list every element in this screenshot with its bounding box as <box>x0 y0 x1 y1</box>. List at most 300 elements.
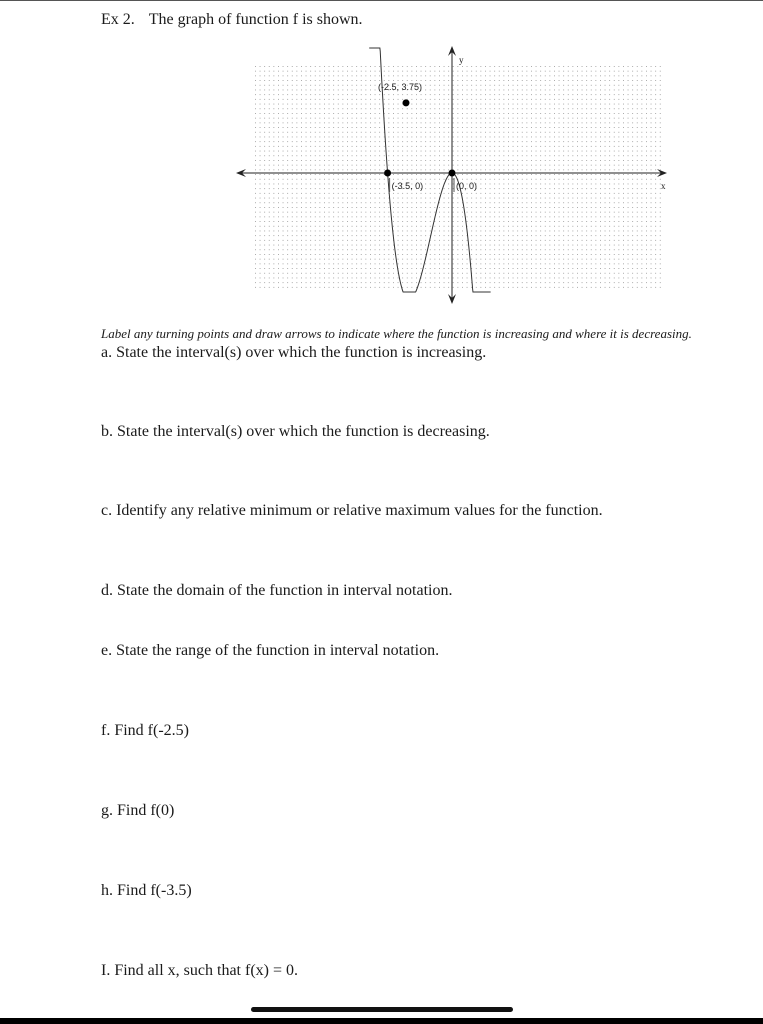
grid-dot <box>278 118 279 119</box>
grid-dot <box>439 216 440 217</box>
grid-dot <box>361 169 362 170</box>
grid-dot <box>306 141 307 142</box>
grid-dot <box>416 235 417 236</box>
grid-dot <box>273 90 274 91</box>
grid-dot <box>614 169 615 170</box>
grid-dot <box>444 245 445 246</box>
grid-dot <box>434 226 435 227</box>
grid-dot <box>269 263 270 264</box>
grid-dot <box>549 165 550 166</box>
grid-dot <box>402 94 403 95</box>
grid-dot <box>531 104 532 105</box>
grid-dot <box>467 169 468 170</box>
grid-dot <box>273 75 274 76</box>
grid-dot <box>563 151 564 152</box>
grid-dot <box>595 268 596 269</box>
grid-dot <box>370 155 371 156</box>
grid-dot <box>646 282 647 283</box>
grid-dot <box>319 193 320 194</box>
grid-dot <box>480 141 481 142</box>
grid-dot <box>333 174 334 175</box>
question-a: a. State the interval(s) over which the function is increasing. <box>101 344 487 361</box>
grid-dot <box>531 268 532 269</box>
grid-dot <box>453 118 454 119</box>
grid-dot <box>554 118 555 119</box>
grid-dot <box>508 127 509 128</box>
grid-dot <box>508 75 509 76</box>
grid-dot <box>591 226 592 227</box>
grid-dot <box>559 141 560 142</box>
grid-dot <box>641 198 642 199</box>
grid-dot <box>618 146 619 147</box>
grid-dot <box>356 235 357 236</box>
grid-dot <box>273 179 274 180</box>
grid-dot <box>623 202 624 203</box>
grid-dot <box>356 207 357 208</box>
grid-dot <box>306 216 307 217</box>
grid-dot <box>508 240 509 241</box>
grid-dot <box>508 198 509 199</box>
grid-dot <box>356 155 357 156</box>
grid-dot <box>485 202 486 203</box>
grid-dot <box>646 207 647 208</box>
grid-dot <box>448 179 449 180</box>
grid-dot <box>310 137 311 138</box>
grid-dot <box>333 240 334 241</box>
grid-dot <box>393 278 394 279</box>
grid-dot <box>485 287 486 288</box>
grid-dot <box>329 202 330 203</box>
grid-dot <box>333 90 334 91</box>
grid-dot <box>379 193 380 194</box>
grid-dot <box>600 155 601 156</box>
grid-dot <box>609 188 610 189</box>
grid-dot <box>513 80 514 81</box>
grid-dot <box>582 278 583 279</box>
grid-dot <box>448 226 449 227</box>
grid-dot <box>315 104 316 105</box>
grid-dot <box>646 174 647 175</box>
grid-dot <box>425 188 426 189</box>
grid-dot <box>554 160 555 161</box>
grid-dot <box>260 221 261 222</box>
grid-dot <box>651 174 652 175</box>
grid-dot <box>407 198 408 199</box>
grid-dot <box>361 287 362 288</box>
grid-dot <box>402 263 403 264</box>
grid-dot <box>292 66 293 67</box>
grid-dot <box>301 202 302 203</box>
grid-dot <box>430 254 431 255</box>
grid-dot <box>324 202 325 203</box>
grid-dot <box>641 202 642 203</box>
grid-dot <box>273 113 274 114</box>
grid-dot <box>618 235 619 236</box>
grid-dot <box>439 184 440 185</box>
grid-dot <box>370 137 371 138</box>
grid-dot <box>545 141 546 142</box>
grid-dot <box>260 263 261 264</box>
grid-dot <box>641 104 642 105</box>
grid-dot <box>375 127 376 128</box>
grid-dot <box>375 90 376 91</box>
grid-dot <box>384 202 385 203</box>
grid-dot <box>448 245 449 246</box>
grid-dot <box>398 282 399 283</box>
grid-dot <box>444 254 445 255</box>
grid-dot <box>531 202 532 203</box>
grid-dot <box>448 71 449 72</box>
grid-dot <box>586 188 587 189</box>
grid-dot <box>375 179 376 180</box>
grid-dot <box>591 118 592 119</box>
grid-dot <box>260 99 261 100</box>
grid-dot <box>609 122 610 123</box>
grid-dot <box>614 268 615 269</box>
grid-dot <box>356 263 357 264</box>
grid-dot <box>384 249 385 250</box>
grid-dot <box>352 99 353 100</box>
grid-dot <box>324 179 325 180</box>
grid-dot <box>439 80 440 81</box>
grid-dot <box>269 174 270 175</box>
grid-dot <box>448 263 449 264</box>
grid-dot <box>513 132 514 133</box>
grid-dot <box>605 85 606 86</box>
grid-dot <box>503 108 504 109</box>
grid-dot <box>283 127 284 128</box>
grid-dot <box>499 71 500 72</box>
grid-dot <box>416 212 417 213</box>
grid-dot <box>545 221 546 222</box>
grid-dot <box>582 160 583 161</box>
grid-dot <box>605 165 606 166</box>
grid-dot <box>549 137 550 138</box>
grid-dot <box>646 245 647 246</box>
grid-dot <box>600 263 601 264</box>
grid-dot <box>595 169 596 170</box>
grid-dot <box>480 71 481 72</box>
grid-dot <box>287 141 288 142</box>
grid-dot <box>554 141 555 142</box>
grid-dot <box>651 202 652 203</box>
grid-dot <box>260 108 261 109</box>
grid-dot <box>614 249 615 250</box>
grid-dot <box>651 282 652 283</box>
grid-dot <box>356 66 357 67</box>
grid-dot <box>572 127 573 128</box>
grid-dot <box>655 254 656 255</box>
grid-dot <box>517 226 518 227</box>
grid-dot <box>292 137 293 138</box>
grid-dot <box>559 118 560 119</box>
grid-dot <box>623 160 624 161</box>
grid-dot <box>614 188 615 189</box>
grid-dot <box>430 137 431 138</box>
grid-dot <box>356 165 357 166</box>
grid-dot <box>315 174 316 175</box>
grid-dot <box>595 90 596 91</box>
grid-dot <box>310 249 311 250</box>
grid-dot <box>375 169 376 170</box>
grid-dot <box>646 179 647 180</box>
grid-dot <box>278 71 279 72</box>
grid-dot <box>402 240 403 241</box>
grid-dot <box>278 127 279 128</box>
grid-dot <box>342 90 343 91</box>
grid-dot <box>278 273 279 274</box>
grid-dot <box>273 151 274 152</box>
grid-dot <box>646 169 647 170</box>
grid-dot <box>398 207 399 208</box>
grid-dot <box>352 66 353 67</box>
grid-dot <box>425 221 426 222</box>
grid-dot <box>655 221 656 222</box>
grid-dot <box>296 160 297 161</box>
grid-dot <box>310 94 311 95</box>
grid-dot <box>586 137 587 138</box>
grid-dot <box>315 85 316 86</box>
grid-dot <box>260 118 261 119</box>
grid-dot <box>508 259 509 260</box>
grid-dot <box>260 282 261 283</box>
grid-dot <box>388 132 389 133</box>
grid-dot <box>379 132 380 133</box>
grid-dot <box>632 104 633 105</box>
grid-dot <box>632 249 633 250</box>
grid-dot <box>480 202 481 203</box>
grid-dot <box>370 226 371 227</box>
grid-dot <box>531 75 532 76</box>
grid-dot <box>292 263 293 264</box>
grid-dot <box>301 188 302 189</box>
grid-dot <box>655 127 656 128</box>
grid-dot <box>398 66 399 67</box>
grid-dot <box>296 108 297 109</box>
grid-dot <box>347 155 348 156</box>
grid-dot <box>356 278 357 279</box>
grid-dot <box>329 235 330 236</box>
grid-dot <box>485 188 486 189</box>
grid-dot <box>255 141 256 142</box>
grid-dot <box>595 184 596 185</box>
grid-dot <box>278 254 279 255</box>
grid-dot <box>338 268 339 269</box>
grid-dot <box>586 71 587 72</box>
grid-dot <box>660 287 661 288</box>
grid-dot <box>582 245 583 246</box>
grid-dot <box>572 193 573 194</box>
grid-dot <box>554 151 555 152</box>
grid-dot <box>278 193 279 194</box>
grid-dot <box>421 132 422 133</box>
grid-dot <box>430 71 431 72</box>
grid-dot <box>439 212 440 213</box>
grid-dot <box>453 263 454 264</box>
grid-dot <box>545 137 546 138</box>
grid-dot <box>379 137 380 138</box>
grid-dot <box>637 108 638 109</box>
grid-dot <box>434 137 435 138</box>
grid-dot <box>494 240 495 241</box>
grid-dot <box>301 66 302 67</box>
grid-dot <box>485 198 486 199</box>
grid-dot <box>283 273 284 274</box>
grid-dot <box>444 160 445 161</box>
grid-dot <box>365 155 366 156</box>
grid-dot <box>283 287 284 288</box>
grid-dot <box>329 198 330 199</box>
grid-dot <box>352 231 353 232</box>
grid-dot <box>448 113 449 114</box>
grid-dot <box>260 216 261 217</box>
grid-dot <box>278 99 279 100</box>
grid-dot <box>655 245 656 246</box>
grid-dot <box>273 273 274 274</box>
grid-dot <box>637 179 638 180</box>
grid-dot <box>623 151 624 152</box>
grid-dot <box>347 75 348 76</box>
grid-dot <box>444 137 445 138</box>
grid-dot <box>623 155 624 156</box>
grid-dot <box>605 90 606 91</box>
grid-dot <box>393 263 394 264</box>
grid-dot <box>476 66 477 67</box>
grid-dot <box>517 80 518 81</box>
grid-dot <box>457 151 458 152</box>
grid-dot <box>352 245 353 246</box>
grid-dot <box>361 146 362 147</box>
grid-dot <box>600 216 601 217</box>
grid-dot <box>365 179 366 180</box>
grid-dot <box>296 141 297 142</box>
grid-dot <box>600 231 601 232</box>
grid-dot <box>508 249 509 250</box>
grid-dot <box>306 137 307 138</box>
grid-dot <box>333 235 334 236</box>
grid-dot <box>338 188 339 189</box>
grid-dot <box>255 207 256 208</box>
grid-dot <box>646 132 647 133</box>
grid-dot <box>407 80 408 81</box>
grid-dot <box>554 169 555 170</box>
grid-dot <box>522 118 523 119</box>
grid-dot <box>379 273 380 274</box>
grid-dot <box>430 160 431 161</box>
grid-dot <box>577 80 578 81</box>
grid-dot <box>361 108 362 109</box>
grid-dot <box>273 104 274 105</box>
grid-dot <box>402 212 403 213</box>
grid-dot <box>264 90 265 91</box>
grid-dot <box>407 231 408 232</box>
grid-dot <box>269 94 270 95</box>
grid-dot <box>370 80 371 81</box>
grid-dot <box>503 282 504 283</box>
grid-dot <box>499 122 500 123</box>
grid-dot <box>434 132 435 133</box>
grid-dot <box>531 66 532 67</box>
grid-dot <box>264 268 265 269</box>
grid-dot <box>499 137 500 138</box>
grid-dot <box>554 226 555 227</box>
grid-dot <box>448 273 449 274</box>
grid-dot <box>434 151 435 152</box>
grid-dot <box>623 137 624 138</box>
grid-dot <box>462 94 463 95</box>
grid-dot <box>513 113 514 114</box>
grid-dot <box>568 127 569 128</box>
grid-dot <box>439 245 440 246</box>
home-indicator[interactable] <box>251 1007 513 1012</box>
grid-dot <box>628 207 629 208</box>
grid-dot <box>628 174 629 175</box>
grid-dot <box>283 249 284 250</box>
grid-dot <box>545 146 546 147</box>
grid-dot <box>513 146 514 147</box>
grid-dot <box>600 287 601 288</box>
grid-dot <box>637 146 638 147</box>
grid-dot <box>591 141 592 142</box>
grid-dot <box>283 221 284 222</box>
grid-dot <box>264 71 265 72</box>
grid-dot <box>549 179 550 180</box>
grid-dot <box>614 155 615 156</box>
grid-dot <box>324 127 325 128</box>
grid-dot <box>333 146 334 147</box>
grid-dot <box>471 137 472 138</box>
grid-dot <box>319 165 320 166</box>
grid-dot <box>273 155 274 156</box>
grid-dot <box>655 226 656 227</box>
grid-dot <box>549 235 550 236</box>
grid-dot <box>499 108 500 109</box>
grid-dot <box>296 193 297 194</box>
grid-dot <box>526 132 527 133</box>
grid-dot <box>393 273 394 274</box>
grid-dot <box>476 249 477 250</box>
grid-dot <box>329 226 330 227</box>
grid-dot <box>660 179 661 180</box>
grid-dot <box>572 202 573 203</box>
grid-dot <box>255 198 256 199</box>
grid-dot <box>301 155 302 156</box>
grid-dot <box>646 141 647 142</box>
grid-dot <box>605 141 606 142</box>
grid-dot <box>572 245 573 246</box>
grid-dot <box>582 212 583 213</box>
grid-dot <box>310 259 311 260</box>
grid-dot <box>490 240 491 241</box>
grid-dot <box>646 263 647 264</box>
grid-dot <box>618 184 619 185</box>
grid-dot <box>324 169 325 170</box>
grid-dot <box>480 151 481 152</box>
grid-dot <box>425 179 426 180</box>
grid-dot <box>582 231 583 232</box>
grid-dot <box>513 226 514 227</box>
grid-dot <box>503 193 504 194</box>
grid-dot <box>352 184 353 185</box>
grid-dot <box>536 99 537 100</box>
grid-dot <box>609 165 610 166</box>
grid-dot <box>499 263 500 264</box>
grid-dot <box>425 212 426 213</box>
grid-dot <box>278 207 279 208</box>
grid-dot <box>283 66 284 67</box>
grid-dot <box>296 179 297 180</box>
grid-dot <box>517 212 518 213</box>
